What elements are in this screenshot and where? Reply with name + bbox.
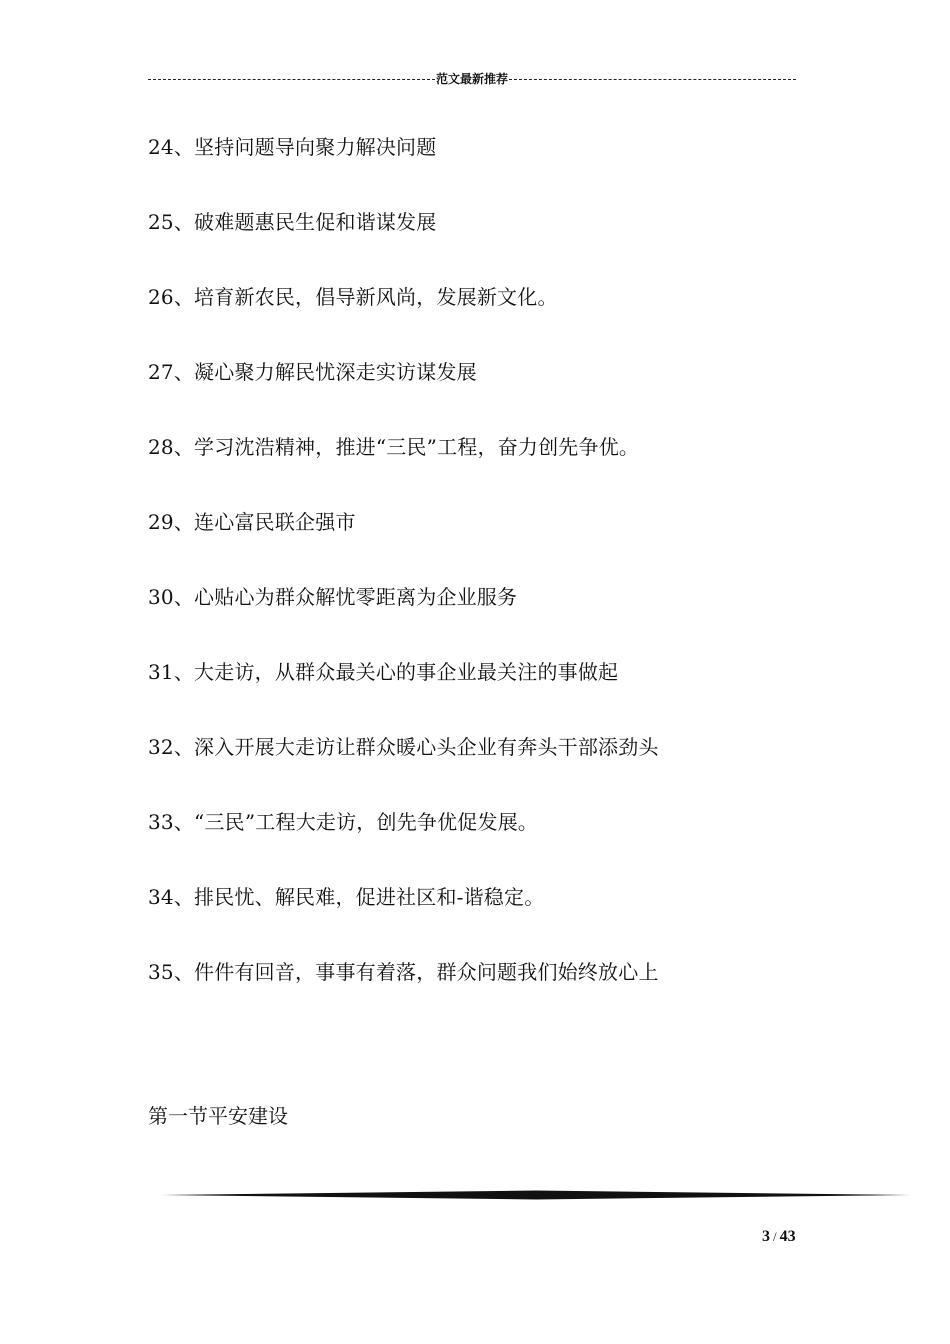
list-item: 34、排民忧、解民难，促进社区和-谐稳定。 bbox=[148, 885, 545, 909]
page-header bbox=[148, 68, 796, 88]
page-number bbox=[762, 1228, 796, 1246]
list-item: 33、“三民”工程大走访，创先争优促发展。 bbox=[148, 810, 539, 834]
list-item: 28、学习沈浩精神，推进“三民”工程，奋力创先争优。 bbox=[148, 435, 640, 459]
page-number-separator: / bbox=[773, 1229, 777, 1244]
header-dashed-rule-left bbox=[148, 79, 435, 80]
header-title: 范文最新推荐 bbox=[436, 71, 509, 86]
list-item: 29、连心富民联企强市 bbox=[148, 510, 356, 534]
footer-tapered-rule bbox=[162, 1189, 910, 1201]
list-item: 24、坚持问题导向聚力解决问题 bbox=[148, 135, 437, 159]
list-item: 27、凝心聚力解民忧深走实访谋发展 bbox=[148, 360, 477, 384]
list-item: 32、深入开展大走访让群众暖心头企业有奔头干部添劲头 bbox=[148, 735, 659, 759]
list-item: 30、心贴心为群众解忧零距离为企业服务 bbox=[148, 585, 518, 609]
current-page-number: 3 bbox=[762, 1228, 770, 1245]
list-item: 31、大走访，从群众最关心的事企业最关注的事做起 bbox=[148, 660, 619, 684]
list-item: 35、件件有回音，事事有着落，群众问题我们始终放心上 bbox=[148, 960, 659, 984]
list-item: 25、破难题惠民生促和谐谋发展 bbox=[148, 210, 437, 234]
total-pages-number: 43 bbox=[779, 1228, 796, 1245]
slogan-list bbox=[148, 133, 848, 1033]
list-item: 26、培育新农民，倡导新风尚，发展新文化。 bbox=[148, 285, 558, 309]
header-dashed-rule-right bbox=[509, 79, 796, 80]
section-heading: 第一节平安建设 bbox=[148, 1104, 288, 1128]
